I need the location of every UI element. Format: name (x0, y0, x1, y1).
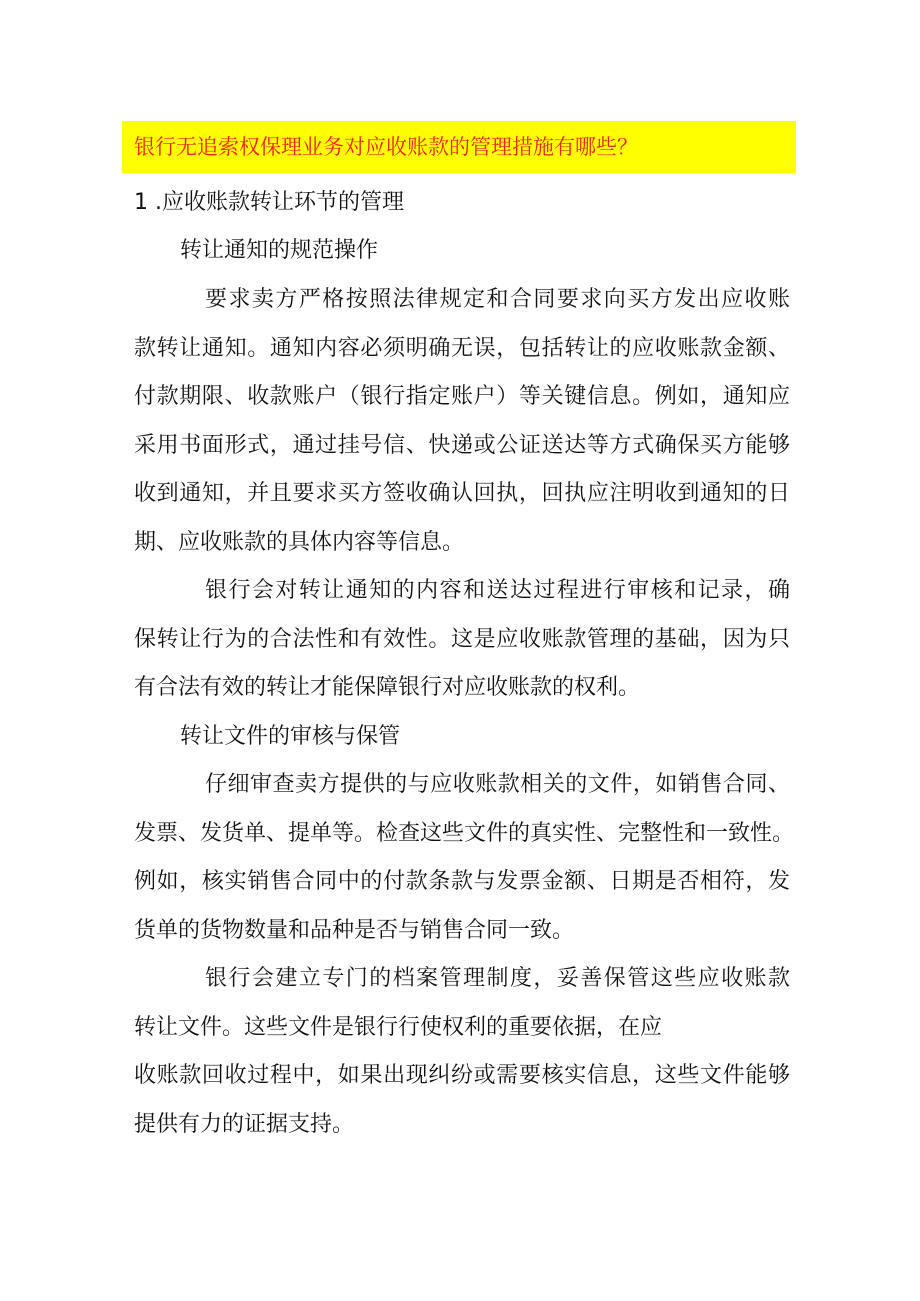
title-highlight (122, 121, 796, 173)
subsection-heading: 转让文件的审核与保管 (180, 724, 401, 749)
paragraph-line: 保转让行为的合法性和有效性。这是应收账款管理的基础，因为只 (134, 627, 790, 652)
subsection-heading: 转让通知的规范操作 (180, 238, 379, 263)
paragraph-line: 银行会建立专门的档案管理制度，妥善保管这些应收账款 (205, 966, 790, 991)
paragraph-line: 转让文件。这些文件是银行行使权利的重要依据，在应 (134, 1015, 663, 1040)
paragraph-line: 期、应收账款的具体内容等信息。 (134, 530, 465, 555)
section-heading: 1 .应收账款转让环节的管理 (134, 190, 404, 215)
paragraph-line: 提供有力的证据支持。 (134, 1112, 355, 1137)
paragraph-line: 付款期限、收款账户（银行指定账户）等关键信息。例如，通知应 (134, 384, 790, 409)
paragraph-line: 有合法有效的转让才能保障银行对应收账款的权利。 (134, 675, 641, 700)
paragraph-line: 收账款回收过程中，如果出现纠纷或需要核实信息，这些文件能够 (134, 1063, 790, 1088)
paragraph-line: 货单的货物数量和品种是否与销售合同一致。 (134, 918, 575, 943)
paragraph-line: 收到通知，并且要求买方签收确认回执，回执应注明收到通知的日 (134, 481, 790, 506)
document-title: 银行无追索权保理业务对应收账款的管理措施有哪些？ (134, 135, 638, 159)
paragraph-line: 仔细审查卖方提供的与应收账款相关的文件，如销售合同、 (205, 772, 790, 797)
paragraph-line: 款转让通知。通知内容必须明确无误，包括转让的应收账款金额、 (134, 336, 790, 361)
paragraph-line: 要求卖方严格按照法律规定和合同要求向买方发出应收账 (205, 287, 790, 312)
paragraph-line: 发票、发货单、提单等。检查这些文件的真实性、完整性和一致性。 (134, 821, 795, 846)
paragraph-line: 例如，核实销售合同中的付款条款与发票金额、日期是否相符，发 (134, 869, 790, 894)
paragraph-line: 采用书面形式，通过挂号信、快递或公证送达等方式确保买方能够 (134, 433, 790, 458)
paragraph-line: 银行会对转让通知的内容和送达过程进行审核和记录，确 (205, 578, 790, 603)
